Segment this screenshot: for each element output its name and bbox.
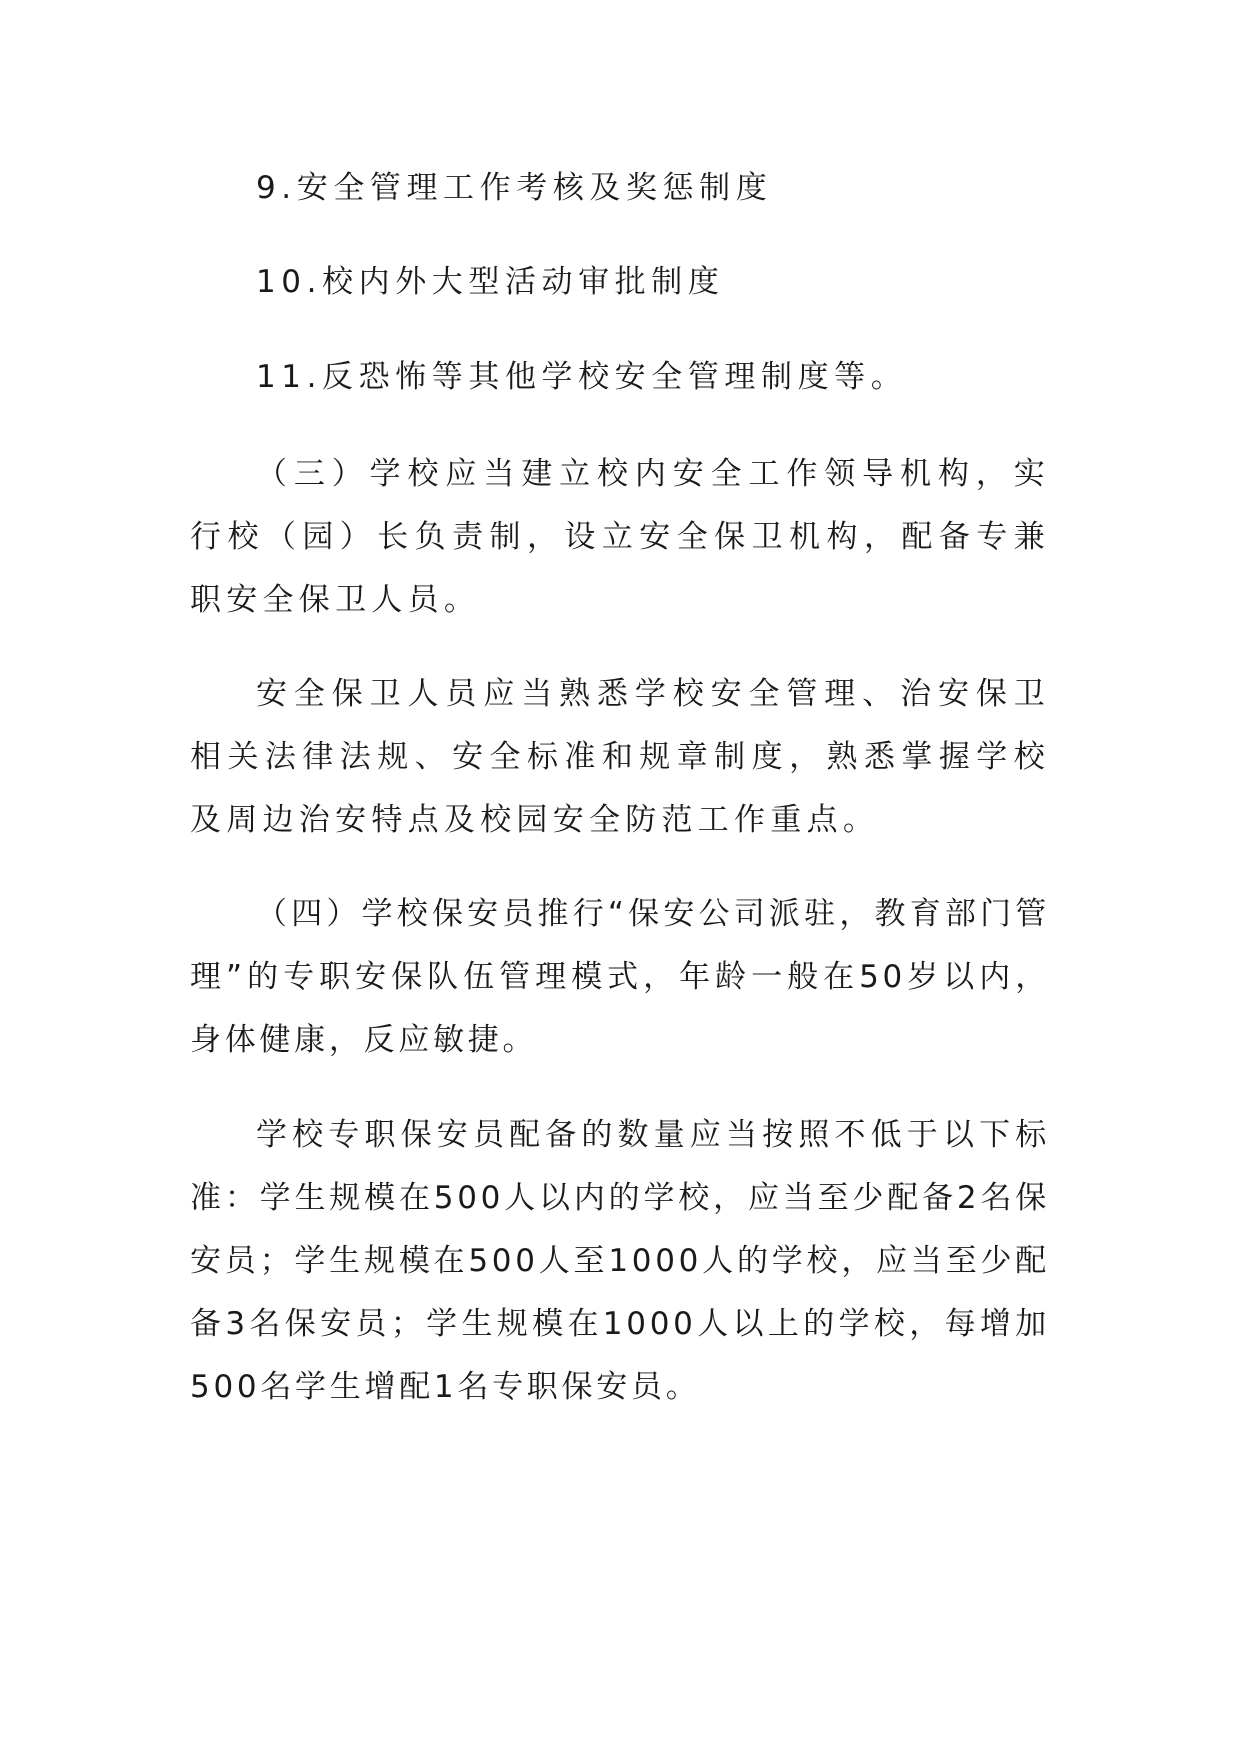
paragraph-section-4: （四）学校保安员推行“保安公司派驻，教育部门管理”的专职安保队伍管理模式，年龄一般在50岁以内，身体健康，反应敏捷。: [190, 896, 1050, 1058]
paragraph-security-staff: 安全保卫人员应当熟悉学校安全管理、治安保卫相关法律法规、安全标准和规章制度，熟悉掌握学校及周边治安特点及校园安全防范工作重点。: [190, 676, 1050, 838]
list-item-11: 11.反恐怖等其他学校安全管理制度等。: [256, 359, 908, 395]
paragraph-section-3: （三）学校应当建立校内安全工作领导机构，实行校（园）长负责制，设立安全保卫机构，配备专兼职安全保卫人员。: [190, 456, 1050, 618]
paragraph-staffing-standard: 学校专职保安员配备的数量应当按照不低于以下标准：学生规模在500人以内的学校，应当至少配备2名保安员；学生规模在500人至1000人的学校，应当至少配备3名保安员；学生规模在1000人以上的学校，每增加500名学生增配1名专职保安员。: [190, 1117, 1050, 1405]
list-item-10: 10.校内外大型活动审批制度: [256, 264, 725, 300]
list-item-9: 9.安全管理工作考核及奖惩制度: [256, 170, 773, 206]
